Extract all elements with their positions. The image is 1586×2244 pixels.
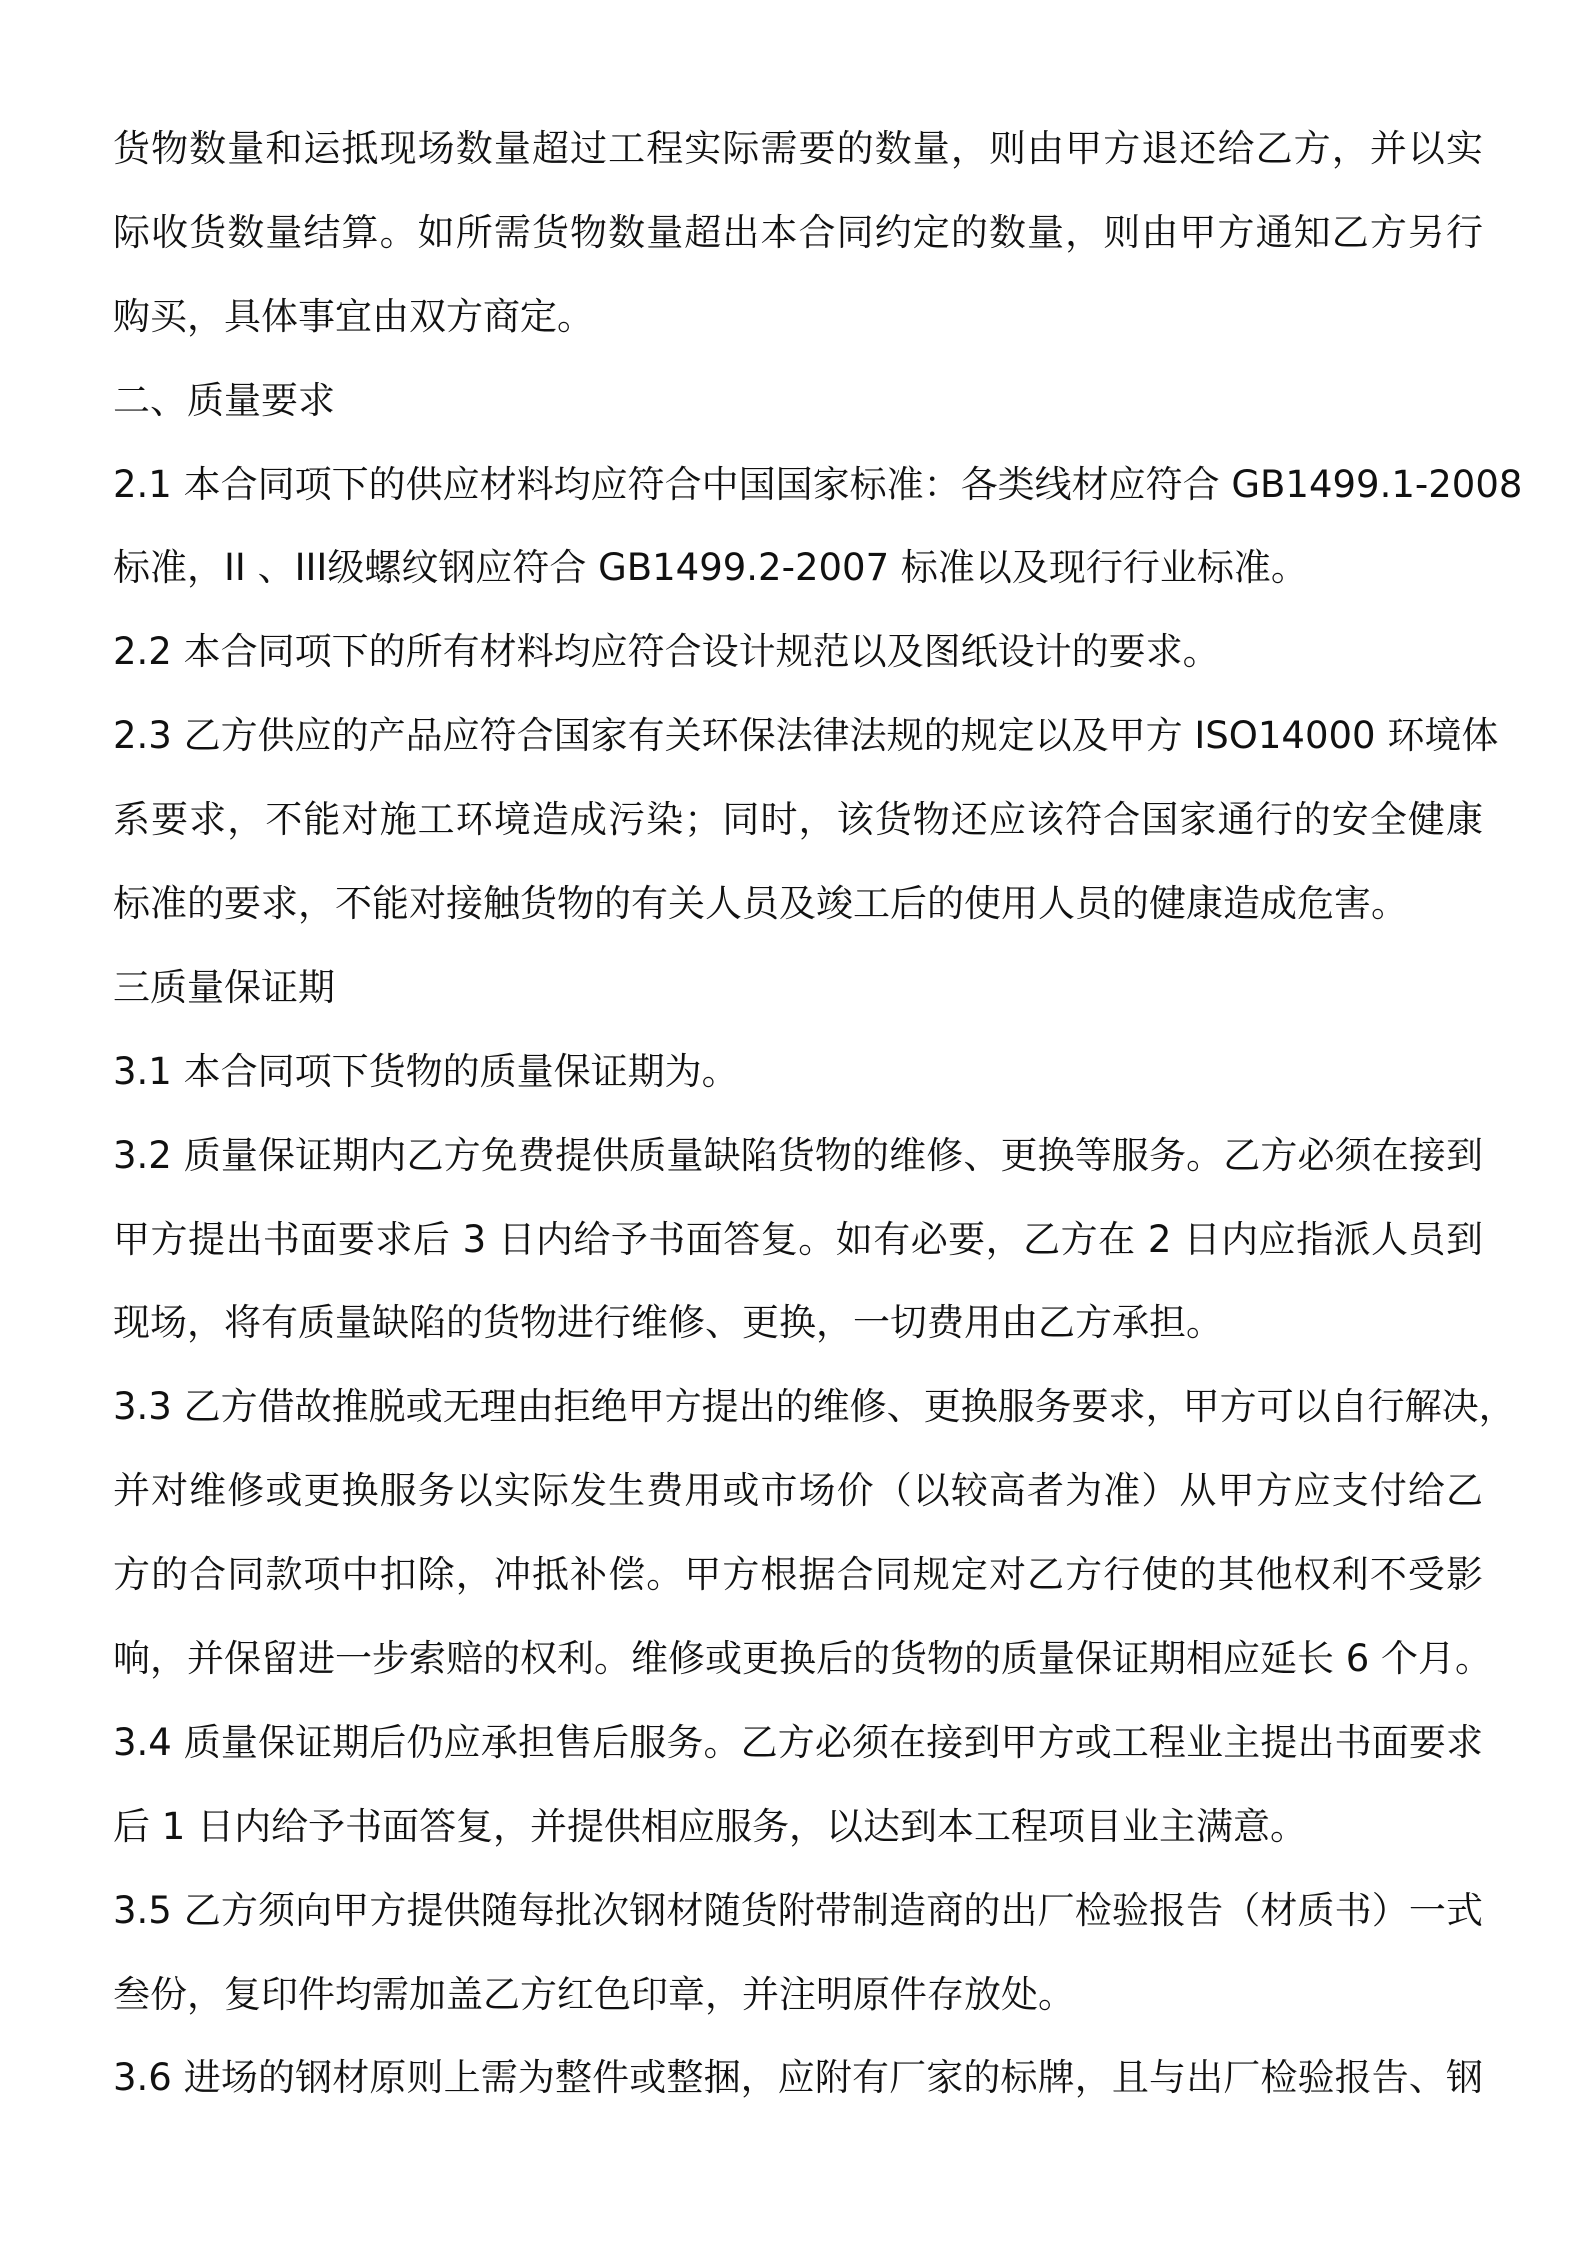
body-text-line: 后 1 日内给予书面答复，并提供相应服务，以达到本工程项目业主满意。: [113, 1805, 1308, 1848]
body-text-line: 标准的要求，不能对接触货物的有关人员及竣工后的使用人员的健康造成危害。: [113, 882, 1408, 925]
body-text-line: 购买，具体事宜由双方商定。: [113, 295, 594, 338]
body-text-line: 甲方提出书面要求后 3 日内给予书面答复。如有必要，乙方在 2 日内应指派人员到: [113, 1218, 1483, 1261]
body-text-line: 货物数量和运抵现场数量超过工程实际需要的数量，则由甲方退还给乙方，并以实: [113, 127, 1483, 170]
section-heading: 三质量保证期: [113, 966, 335, 1009]
body-text-line: 际收货数量结算。如所需货物数量超出本合同约定的数量，则由甲方通知乙方另行: [113, 211, 1483, 254]
body-text-line: 3.6 进场的钢材原则上需为整件或整捆，应附有厂家的标牌，且与出厂检验报告、钢: [113, 2056, 1483, 2099]
body-text-line: 3.1 本合同项下货物的质量保证期为。: [113, 1050, 739, 1093]
body-text-line: 3.3 乙方借故推脱或无理由拒绝甲方提出的维修、更换服务要求，甲方可以自行解决，: [113, 1385, 1516, 1428]
body-text-line: 现场，将有质量缺陷的货物进行维修、更换，一切费用由乙方承担。: [113, 1301, 1223, 1344]
body-text-line: 3.2 质量保证期内乙方免费提供质量缺陷货物的维修、更换等服务。乙方必须在接到: [113, 1134, 1483, 1177]
body-text-line: 2.3 乙方供应的产品应符合国家有关环保法律法规的规定以及甲方 ISO14000 环境体: [113, 714, 1499, 757]
body-text-line: 2.2 本合同项下的所有材料均应符合设计规范以及图纸设计的要求。: [113, 630, 1220, 673]
body-text-line: 标准，II 、III级螺纹钢应符合 GB1499.2-2007 标准以及现行行业标准。: [113, 546, 1308, 589]
body-text-line: 3.4 质量保证期后仍应承担售后服务。乙方必须在接到甲方或工程业主提出书面要求: [113, 1721, 1483, 1764]
body-text-line: 2.1 本合同项下的供应材料均应符合中国国家标准：各类线材应符合 GB1499.1-2008: [113, 463, 1523, 506]
section-heading: 二、质量要求: [113, 379, 335, 422]
body-text-line: 系要求，不能对施工环境造成污染；同时，该货物还应该符合国家通行的安全健康: [113, 798, 1483, 841]
body-text-line: 响，并保留进一步索赔的权利。维修或更换后的货物的质量保证期相应延长 6 个月。: [113, 1637, 1493, 1680]
body-text-line: 叁份，复印件均需加盖乙方红色印章，并注明原件存放处。: [113, 1973, 1075, 2016]
body-text-line: 3.5 乙方须向甲方提供随每批次钢材随货附带制造商的出厂检验报告（材质书）一式: [113, 1889, 1483, 1932]
body-text-line: 并对维修或更换服务以实际发生费用或市场价（以较高者为准）从甲方应支付给乙: [113, 1469, 1483, 1512]
body-text-line: 方的合同款项中扣除，冲抵补偿。甲方根据合同规定对乙方行使的其他权利不受影: [113, 1553, 1483, 1596]
